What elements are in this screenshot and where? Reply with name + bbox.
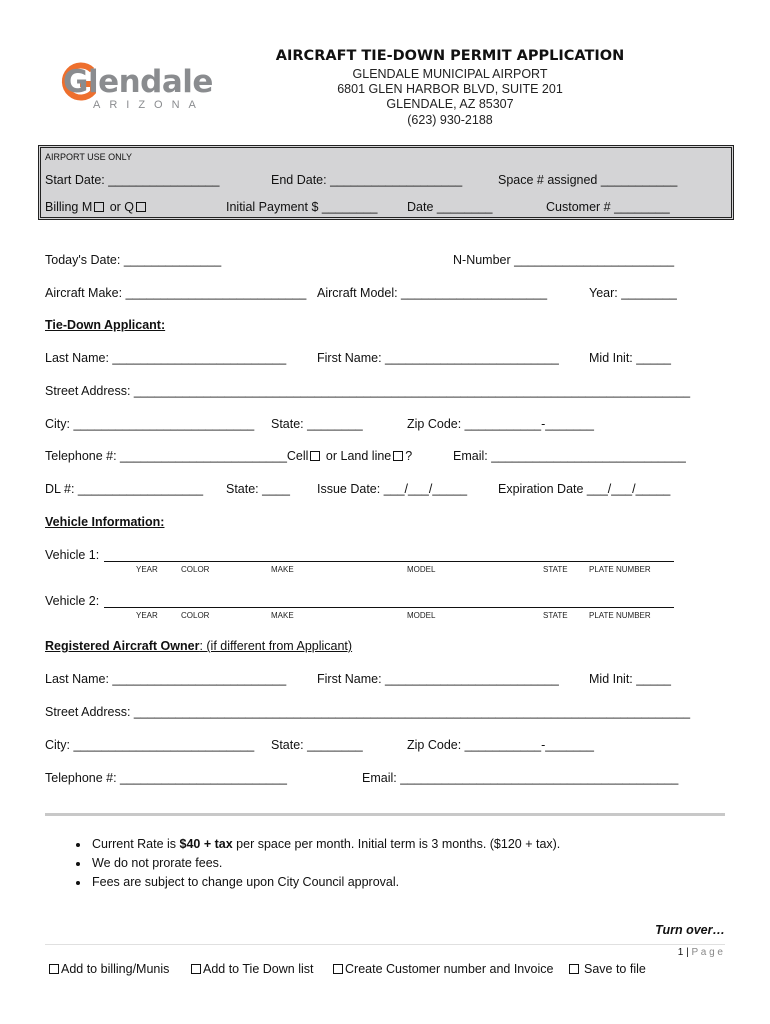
vehicle-1-line[interactable] — [104, 561, 674, 562]
v1-plate-label: PLATE NUMBER — [589, 565, 651, 574]
v2-year-label: YEAR — [136, 611, 158, 620]
v1-model-label: MODEL — [407, 565, 436, 574]
section-divider — [45, 813, 725, 816]
land-line-checkbox[interactable] — [393, 451, 403, 461]
end-date-field[interactable]: End Date: ___________________ — [271, 173, 463, 187]
v2-plate-label: PLATE NUMBER — [589, 611, 651, 620]
create-customer-checkbox[interactable] — [333, 964, 343, 974]
owner-state-field[interactable]: State: ________ — [271, 738, 363, 752]
airport-name: GLENDALE MUNICIPAL AIRPORT — [352, 67, 548, 81]
page-number: 1 | P a g e — [677, 947, 723, 958]
owner-street-field[interactable]: Street Address: ________________________________________________________________________________ — [45, 705, 691, 719]
city-field[interactable]: City: __________________________ — [45, 417, 255, 431]
zip-code-field[interactable]: Zip Code: ___________-_______ — [407, 417, 594, 431]
form-title: AIRCRAFT TIE-DOWN PERMIT APPLICATION — [275, 48, 625, 64]
owner-heading — [45, 639, 352, 653]
owner-city-field[interactable]: City: __________________________ — [45, 738, 255, 752]
v2-state-label: STATE — [543, 611, 568, 620]
logo-word: Glendale — [63, 64, 213, 100]
first-name-field[interactable]: First Name: _________________________ — [317, 351, 559, 365]
owner-telephone-field[interactable]: Telephone #: ________________________ — [45, 771, 287, 785]
v2-model-label: MODEL — [407, 611, 436, 620]
expiration-date-field[interactable]: Expiration Date ___/___/_____ — [498, 482, 671, 496]
airport-street: 6801 GLEN HARBOR BLVD, SUITE 201 — [337, 82, 563, 96]
footer-divider — [45, 944, 725, 945]
option-save-to-file[interactable]: Save to file — [567, 962, 646, 976]
issue-date-field[interactable]: Issue Date: ___/___/_____ — [317, 482, 468, 496]
note-rate: • Current Rate is $40 + tax per space per month. Initial term is 3 months. ($120 + tax). — [90, 835, 560, 854]
state-field[interactable]: State: ________ — [271, 417, 363, 431]
telephone-label: Telephone #: ________________________Cell — [45, 449, 309, 463]
billing-munis-checkbox[interactable] — [49, 964, 59, 974]
start-date-field[interactable]: Start Date: ________________ — [45, 173, 220, 187]
last-name-field[interactable]: Last Name: _________________________ — [45, 351, 287, 365]
airport-phone: (623) 930-2188 — [407, 113, 493, 127]
v1-year-label: YEAR — [136, 565, 158, 574]
page-word: P a g e — [691, 947, 723, 958]
owner-last-name-field[interactable]: Last Name: _________________________ — [45, 672, 287, 686]
vehicle-heading: Vehicle Information: — [45, 515, 165, 529]
space-assigned-field[interactable]: Space # assigned ___________ — [498, 173, 678, 187]
vehicle-2-line[interactable] — [104, 607, 674, 608]
n-number-field[interactable]: N-Number _______________________ — [453, 253, 675, 267]
owner-zip-field[interactable]: Zip Code: ___________-_______ — [407, 738, 594, 752]
option-tie-down-list[interactable]: Add to Tie Down list — [189, 962, 313, 976]
fee-notes — [45, 835, 560, 892]
owner-mid-init-field[interactable]: Mid Init: _____ — [589, 672, 671, 686]
owner-email-field[interactable]: Email: ________________________________________ — [362, 771, 679, 785]
vehicle-1-label: Vehicle 1: — [45, 548, 100, 562]
v2-color-label: COLOR — [181, 611, 210, 620]
aircraft-year-field[interactable]: Year: ________ — [589, 286, 677, 300]
question-mark: ? — [405, 449, 413, 463]
owner-heading-note: : (if different from Applicant) — [199, 639, 353, 653]
airport-city: GLENDALE, AZ 85307 — [386, 97, 514, 111]
applicant-heading: Tie-Down Applicant: — [45, 318, 166, 332]
dl-number-field[interactable]: DL #: __________________ — [45, 482, 204, 496]
dl-state-field[interactable]: State: ____ — [226, 482, 290, 496]
save-to-file-checkbox[interactable] — [569, 964, 579, 974]
payment-date-field[interactable]: Date ________ — [407, 200, 493, 214]
billing-m-checkbox[interactable] — [94, 202, 104, 212]
street-address-field[interactable]: Street Address: ________________________________________________________________________________ — [45, 384, 691, 398]
telephone-field[interactable] — [45, 449, 412, 463]
initial-payment-field[interactable]: Initial Payment $ ________ — [226, 200, 378, 214]
vehicle-2-label: Vehicle 2: — [45, 594, 100, 608]
tie-down-list-checkbox[interactable] — [191, 964, 201, 974]
logo-subtitle: ARIZONA — [93, 99, 205, 111]
note-change: • Fees are subject to change upon City Council approval. — [90, 873, 560, 892]
airport-use-caption: AIRPORT USE ONLY — [45, 152, 133, 162]
owner-first-name-field[interactable]: First Name: _________________________ — [317, 672, 559, 686]
page-num: 1 — [677, 947, 684, 958]
customer-number-field[interactable]: Customer # ________ — [546, 200, 670, 214]
cell-checkbox[interactable] — [310, 451, 320, 461]
turn-over-text: Turn over… — [655, 923, 725, 937]
billing-q-checkbox[interactable] — [136, 202, 146, 212]
v1-make-label: MAKE — [271, 565, 294, 574]
v2-make-label: MAKE — [271, 611, 294, 620]
land-line-label: or Land line — [322, 449, 392, 463]
note-prorate: • We do not prorate fees. — [90, 854, 560, 873]
email-field[interactable]: Email: ____________________________ — [453, 449, 686, 463]
todays-date-field[interactable]: Today's Date: ______________ — [45, 253, 222, 267]
aircraft-make-field[interactable]: Aircraft Make: __________________________ — [45, 286, 307, 300]
billing-m-label: Billing M — [45, 200, 93, 214]
option-create-customer[interactable]: Create Customer number and Invoice — [331, 962, 553, 976]
v1-state-label: STATE — [543, 565, 568, 574]
option-billing-munis[interactable]: Add to billing/Munis — [47, 962, 169, 976]
billing-q-label: or Q — [106, 200, 135, 214]
mid-init-field[interactable]: Mid Init: _____ — [589, 351, 671, 365]
v1-color-label: COLOR — [181, 565, 210, 574]
aircraft-model-field[interactable]: Aircraft Model: _____________________ — [317, 286, 548, 300]
billing-options — [45, 200, 148, 214]
owner-heading-bold: Registered Aircraft Owner — [45, 639, 200, 653]
